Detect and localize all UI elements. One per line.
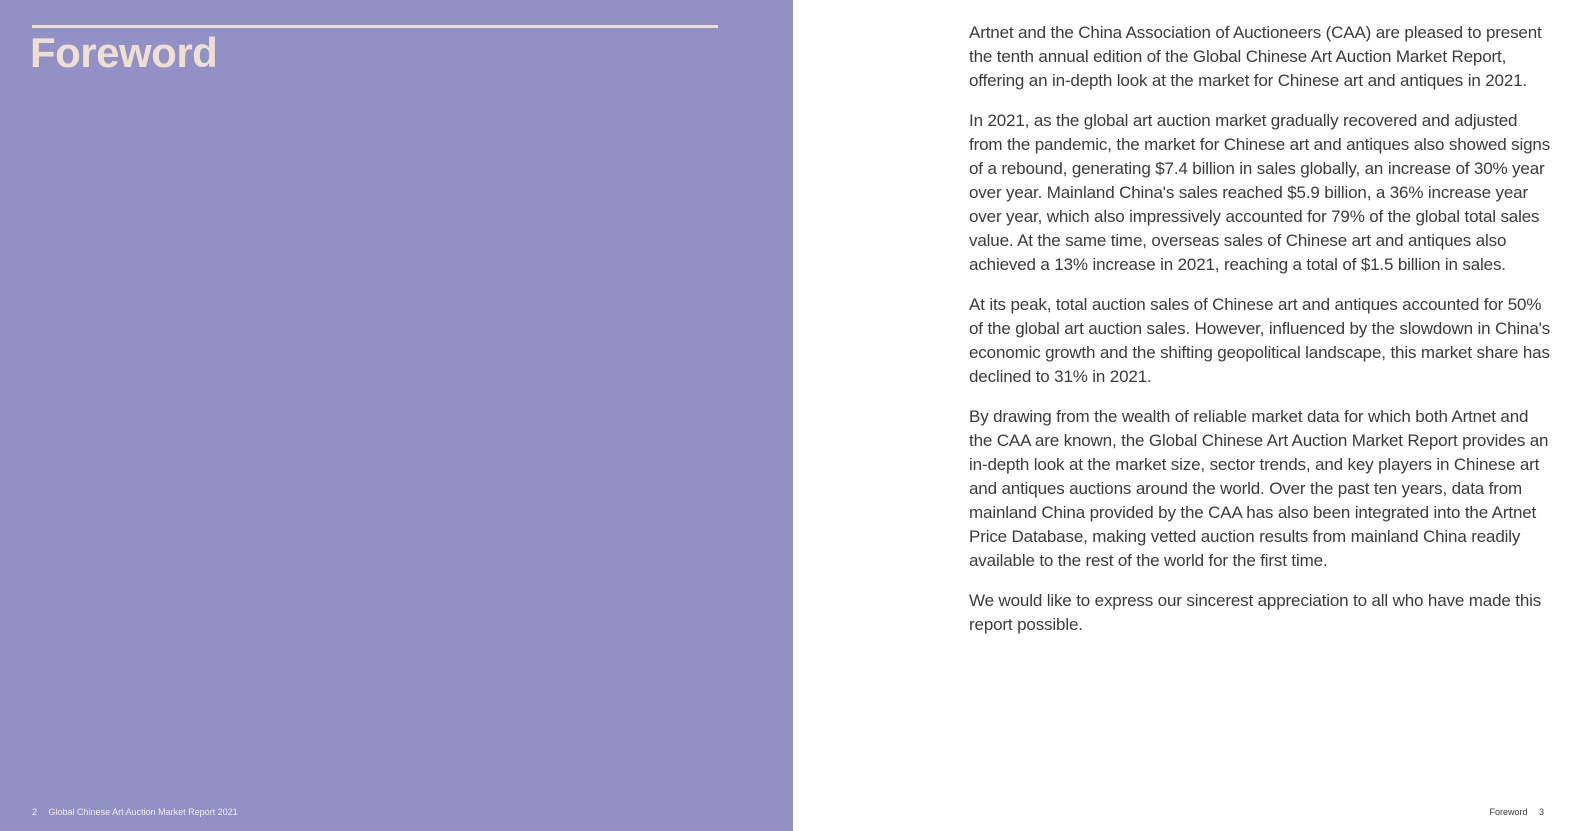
left-page-number: 2 (32, 807, 38, 817)
section-name: Foreword (1489, 807, 1528, 817)
report-title: Global Chinese Art Auction Market Report 2021 (48, 807, 238, 817)
paragraph-4: By drawing from the wealth of reliable market data for which both Artnet and the CAA are known, the Global Chinese Art Auction Market Report provides an in-depth look at the market size, sector trends, and key players in Chinese art and antiques auctions around the world. Over the past ten years, data from mainland China provided by the CAA has also been integrated into the Artnet Price Database, making vetted auction results from mainland China readily available to the rest of the world for the first time. (969, 407, 1549, 570)
page-title: Foreword (30, 29, 218, 76)
paragraph-2: In 2021, as the global art auction market gradually recovered and adjusted from the pandemic, the market for Chinese art and antiques also showed signs of a rebound, generating $7.4 billion in sales globally, an increase of 30% year over year. Mainland China's sales reached $5.9 billion, a 36% increase year over year, which also impressively accounted for 79% of the global total sales value. At the same time, overseas sales of Chinese art and antiques also achieved a 13% increase in 2021, reaching a total of $1.5 billion in sales. (969, 111, 1551, 274)
left-page-footer (32, 806, 238, 818)
paragraph-1: Artnet and the China Association of Auctioneers (CAA) are pleased to present the tenth annual edition of the Global Chinese Art Auction Market Report, offering an in-depth look at the market for Chinese art and antiques in 2021. (969, 23, 1542, 90)
right-page-footer (1489, 806, 1544, 818)
paragraph-5: We would like to express our sincerest appreciation to all who have made this report possible. (969, 591, 1542, 634)
foreword-body (969, 21, 1551, 653)
right-page-number: 3 (1538, 807, 1544, 817)
paragraph-3: At its peak, total auction sales of Chinese art and antiques accounted for 50% of the global art auction sales. However, influenced by the slowdown in China's economic growth and the shifting geopolitical landscape, this market share has declined to 31% in 2021. (969, 295, 1551, 386)
right-page (793, 0, 1587, 831)
left-page (0, 0, 793, 831)
